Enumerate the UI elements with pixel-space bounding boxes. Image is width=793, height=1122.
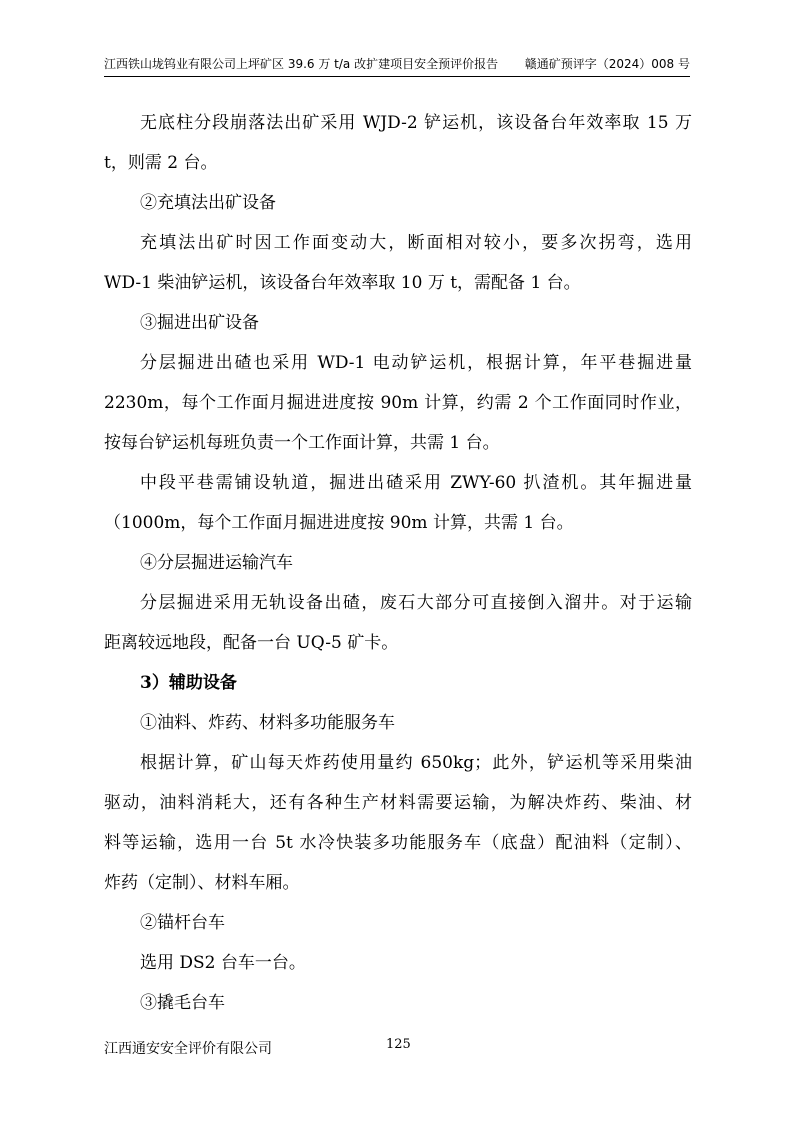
paragraph-line: 选用 DS2 台车一台。 bbox=[140, 953, 306, 973]
paragraph-line: 充填法出矿时因工作面变动大，断面相对较小，要多次拐弯，选用 bbox=[140, 233, 692, 253]
footer-company: 江西通安安全评价有限公司 bbox=[104, 1041, 272, 1057]
page-header bbox=[104, 54, 690, 77]
subheading-bolting-jumbo: ②锚杆台车 bbox=[140, 913, 225, 933]
header-report-title: 江西铁山垅钨业有限公司上坪矿区 39.6 万 t/a 改扩建项目安全预评价报告 bbox=[104, 57, 499, 71]
paragraph-line: 中段平巷需铺设轨道，掘进出碴采用 ZWY-60 扒渣机。其年掘进量 bbox=[140, 473, 692, 493]
subheading-scaling-jumbo: ③撬毛台车 bbox=[140, 993, 225, 1013]
paragraph-line: 按每台铲运机每班负责一个工作面计算，共需 1 台。 bbox=[104, 433, 500, 453]
header-report-number: 赣通矿预评字（2024）008 号 bbox=[524, 57, 690, 71]
subheading-transport-vehicle: ④分层掘进运输汽车 bbox=[140, 553, 293, 573]
paragraph-line: WD-1 柴油铲运机，该设备台年效率取 10 万 t，需配备 1 台。 bbox=[104, 273, 581, 293]
paragraph-line: 炸药（定制）、材料车厢。 bbox=[104, 873, 300, 893]
subheading-tunneling-equipment: ③掘进出矿设备 bbox=[140, 313, 259, 333]
paragraph-line: 无底柱分段崩落法出矿采用 WJD-2 铲运机，该设备台年效率取 15 万 bbox=[140, 113, 692, 133]
paragraph-line: 分层掘进出碴也采用 WD-1 电动铲运机，根据计算，年平巷掘进量 bbox=[140, 353, 692, 373]
paragraph-line: 2230m，每个工作面月掘进进度按 90m 计算，约需 2 个工作面同时作业， bbox=[104, 393, 692, 413]
paragraph-line: t，则需 2 台。 bbox=[104, 153, 218, 173]
paragraph-line: 距离较远地段，配备一台 UQ-5 矿卡。 bbox=[104, 633, 399, 653]
paragraph-line: （1000m，每个工作面月掘进进度按 90m 计算，共需 1 台。 bbox=[104, 513, 574, 533]
subheading-fill-mining-equipment: ②充填法出矿设备 bbox=[140, 193, 276, 213]
document-body bbox=[104, 103, 692, 1023]
paragraph-line: 驱动，油料消耗大，还有各种生产材料需要运输，为解决炸药、柴油、材 bbox=[104, 793, 692, 813]
subheading-service-vehicle: ①油料、炸药、材料多功能服务车 bbox=[140, 713, 395, 733]
paragraph-line: 分层掘进采用无轨设备出碴，废石大部分可直接倒入溜井。对于运输 bbox=[140, 593, 692, 613]
paragraph-line: 料等运输，选用一台 5t 水冷快装多功能服务车（底盘）配油料（定制）、 bbox=[104, 833, 692, 853]
paragraph-line: 根据计算，矿山每天炸药使用量约 650kg；此外，铲运机等采用柴油 bbox=[140, 753, 692, 773]
page-number: 125 bbox=[386, 1037, 411, 1052]
section-heading-auxiliary-equipment: 3）辅助设备 bbox=[140, 673, 237, 693]
